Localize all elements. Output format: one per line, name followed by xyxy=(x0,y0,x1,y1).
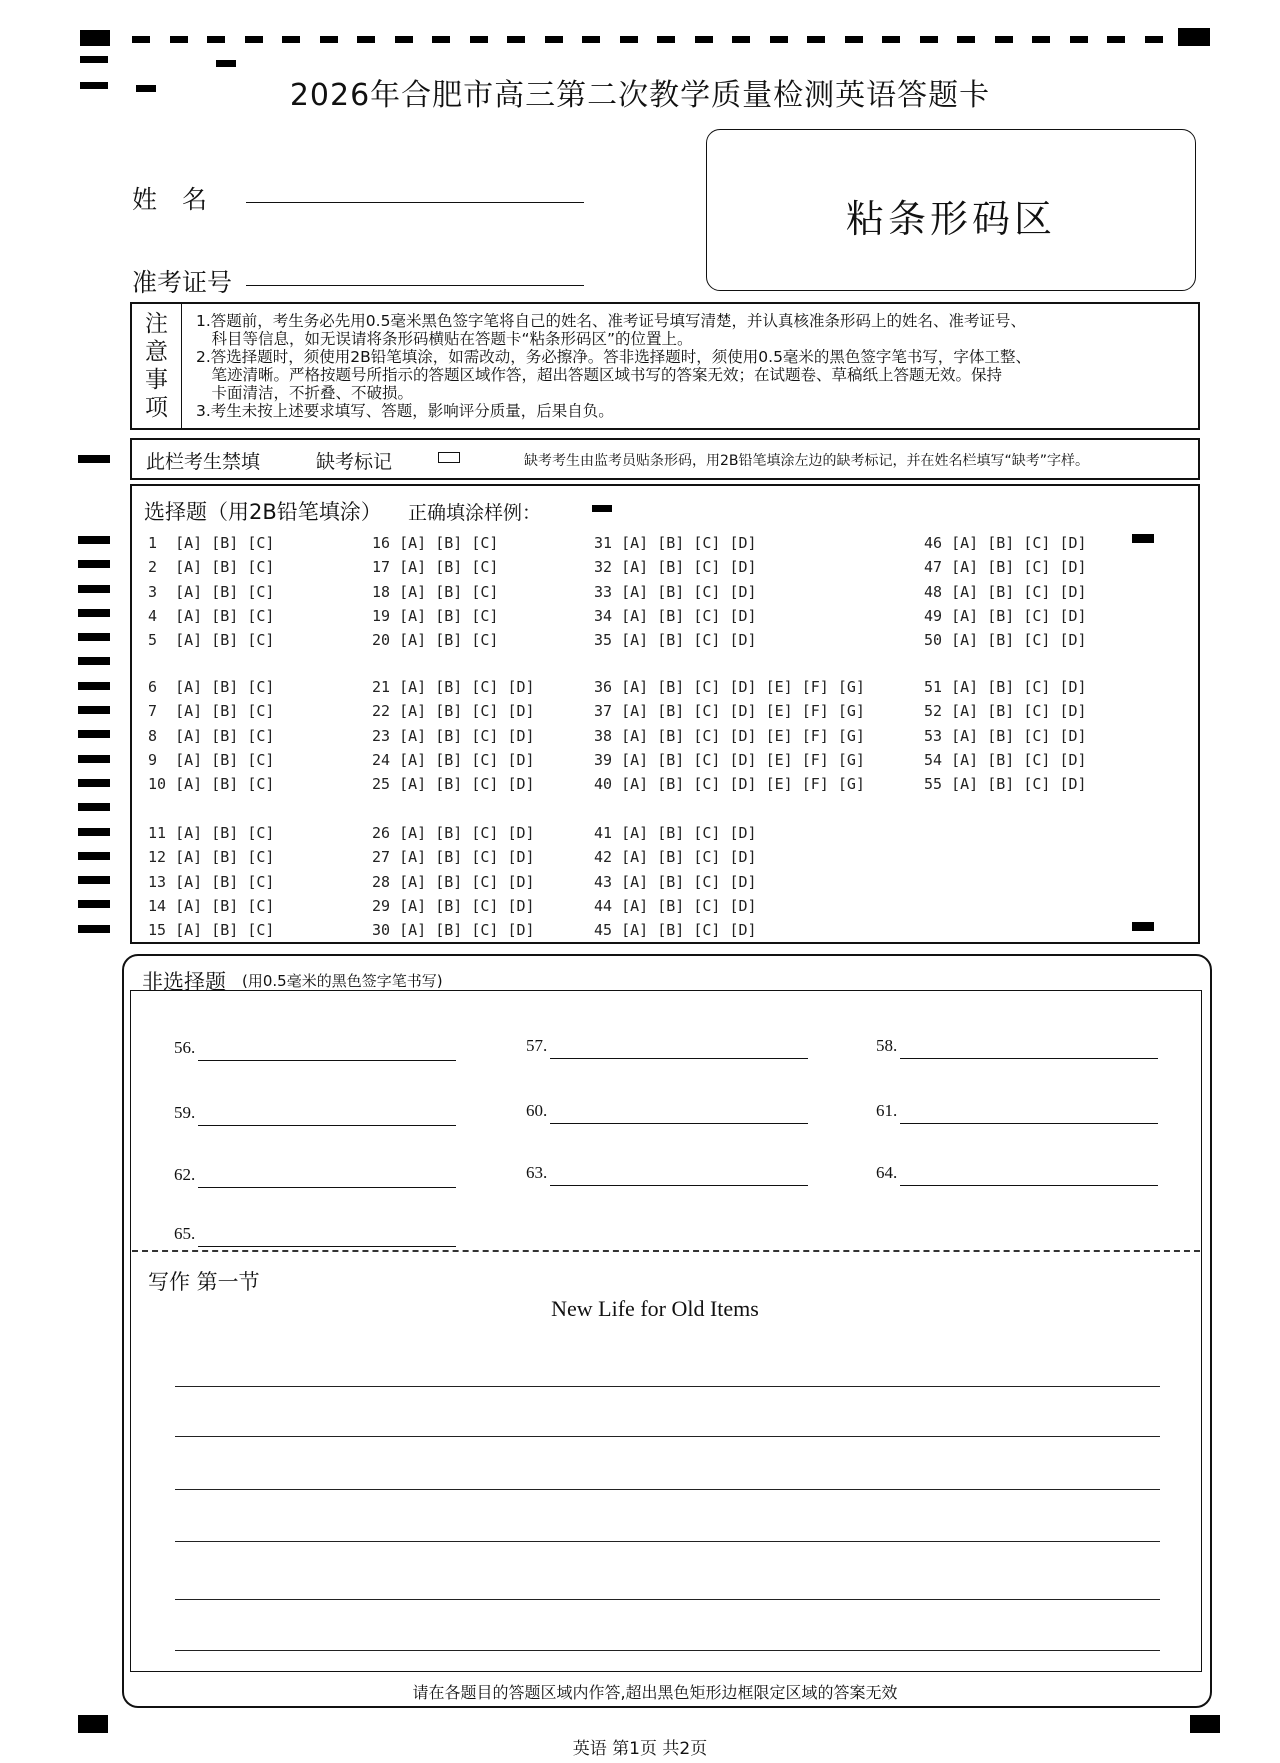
timing-mark xyxy=(1107,36,1125,43)
fill-item-number: 61. xyxy=(876,1101,898,1120)
timing-mark xyxy=(582,36,600,43)
question-row[interactable]: 22 [A] [B] [C] [D] xyxy=(372,702,535,721)
question-row[interactable]: 16 [A] [B] [C] xyxy=(372,534,499,552)
fill-item-number: 63. xyxy=(526,1163,548,1182)
absent-instruction: 缺考考生由监考员贴条形码，用2B铅笔填涂左边的缺考标记，并在姓名栏填写“缺考”字样。 xyxy=(524,453,1090,469)
timing-mark xyxy=(78,682,110,690)
question-row[interactable]: 25 [A] [B] [C] [D] xyxy=(372,775,535,794)
question-row[interactable]: 37 [A] [B] [C] [D] [E] [F] [G] xyxy=(594,702,865,721)
timing-mark xyxy=(507,36,525,43)
question-row[interactable]: 26 [A] [B] [C] [D] xyxy=(372,824,535,842)
notice-heading xyxy=(132,304,182,428)
barcode-area xyxy=(706,129,1196,291)
question-row[interactable]: 1 [A] [B] [C] xyxy=(148,534,275,552)
question-row[interactable]: 8 [A] [B] [C] xyxy=(148,726,275,745)
timing-mark xyxy=(78,852,110,860)
timing-mark xyxy=(78,755,110,763)
sample-mark xyxy=(592,505,612,512)
fill-answer-line[interactable] xyxy=(550,1175,808,1186)
question-row[interactable]: 51 [A] [B] [C] [D] xyxy=(924,678,1087,696)
writing-line[interactable] xyxy=(175,1650,1160,1651)
id-label: 准考证号 xyxy=(132,268,233,297)
question-row[interactable]: 4 [A] [B] [C] xyxy=(148,606,275,625)
question-row[interactable]: 15 [A] [B] [C] xyxy=(148,921,275,940)
question-row[interactable]: 41 [A] [B] [C] [D] xyxy=(594,824,757,842)
question-row[interactable]: 33 [A] [B] [C] [D] xyxy=(594,582,757,601)
timing-mark xyxy=(78,925,110,933)
fill-item-number: 56. xyxy=(174,1038,196,1057)
timing-mark xyxy=(995,36,1013,43)
question-row[interactable]: 12 [A] [B] [C] xyxy=(148,848,275,867)
timing-mark xyxy=(770,36,788,43)
question-row[interactable]: 54 [A] [B] [C] [D] xyxy=(924,750,1087,769)
timing-mark xyxy=(545,36,563,43)
page-title: 2026年合肥市高三第二次教学质量检测英语答题卡 xyxy=(289,78,991,113)
fill-answer-line[interactable] xyxy=(550,1048,808,1059)
timing-mark xyxy=(882,36,900,43)
notice-lines xyxy=(196,312,1196,420)
fill-item-number: 65. xyxy=(174,1224,196,1243)
timing-mark xyxy=(920,36,938,43)
question-row[interactable]: 3 [A] [B] [C] xyxy=(148,582,275,601)
question-row[interactable]: 14 [A] [B] [C] xyxy=(148,896,275,915)
fill-item-number: 58. xyxy=(876,1036,898,1055)
question-row[interactable]: 55 [A] [B] [C] [D] xyxy=(924,775,1087,794)
question-row[interactable]: 43 [A] [B] [C] [D] xyxy=(594,872,757,891)
choice-section xyxy=(130,484,1200,944)
timing-mark xyxy=(78,633,110,641)
question-row[interactable]: 34 [A] [B] [C] [D] xyxy=(594,606,757,625)
timing-mark xyxy=(78,536,110,544)
writing-line[interactable] xyxy=(175,1541,1160,1542)
writing-topic: New Life for Old Items xyxy=(551,1296,759,1321)
timing-mark xyxy=(620,36,638,43)
question-row[interactable]: 19 [A] [B] [C] xyxy=(372,606,499,625)
fill-answer-line[interactable] xyxy=(900,1048,1158,1059)
absent-label: 此栏考生禁填 xyxy=(146,451,261,473)
question-row[interactable]: 20 [A] [B] [C] xyxy=(372,631,499,650)
timing-mark xyxy=(78,585,110,593)
timing-mark xyxy=(807,36,825,43)
question-row[interactable]: 53 [A] [B] [C] [D] xyxy=(924,726,1087,745)
question-row[interactable]: 38 [A] [B] [C] [D] [E] [F] [G] xyxy=(594,726,865,745)
timing-mark xyxy=(1190,1715,1220,1733)
timing-mark xyxy=(1132,922,1154,931)
question-row[interactable]: 46 [A] [B] [C] [D] xyxy=(924,534,1087,552)
timing-mark xyxy=(78,779,110,787)
writing-line[interactable] xyxy=(175,1599,1160,1600)
fill-item-number: 62. xyxy=(174,1165,196,1184)
bottom-note: 请在各题目的答题区域内作答,超出黑色矩形边框限定区域的答案无效 xyxy=(412,1683,898,1702)
question-row[interactable]: 42 [A] [B] [C] [D] xyxy=(594,848,757,867)
timing-mark xyxy=(320,36,338,43)
notice-line: 3.考生未按上述要求填写、答题，影响评分质量，后果自负。 xyxy=(196,402,614,420)
fill-answer-line[interactable] xyxy=(198,1115,456,1126)
timing-mark xyxy=(78,657,110,665)
timing-mark xyxy=(395,36,413,43)
timing-mark xyxy=(78,730,110,738)
question-row[interactable]: 13 [A] [B] [C] xyxy=(148,872,275,891)
timing-mark xyxy=(216,60,236,67)
timing-mark xyxy=(432,36,450,43)
question-row[interactable]: 36 [A] [B] [C] [D] [E] [F] [G] xyxy=(594,678,865,696)
question-row[interactable]: 11 [A] [B] [C] xyxy=(148,824,275,842)
nonchoice-title: 非选择题 xyxy=(142,970,226,994)
page-footer: 英语 第1页 共2页 xyxy=(572,1739,708,1759)
timing-mark xyxy=(245,36,263,43)
timing-mark xyxy=(78,803,110,811)
timing-mark xyxy=(845,36,863,43)
timing-mark xyxy=(78,455,110,463)
notice-heading-text: 注 意 事 项 xyxy=(145,311,168,421)
writing-line[interactable] xyxy=(175,1489,1160,1490)
timing-mark xyxy=(78,560,110,568)
question-row[interactable]: 23 [A] [B] [C] [D] xyxy=(372,726,535,745)
question-row[interactable]: 49 [A] [B] [C] [D] xyxy=(924,606,1087,625)
timing-mark xyxy=(78,609,110,617)
question-row[interactable]: 48 [A] [B] [C] [D] xyxy=(924,582,1087,601)
question-row[interactable]: 10 [A] [B] [C] xyxy=(148,775,275,794)
timing-mark xyxy=(170,36,188,43)
fill-answer-line[interactable] xyxy=(198,1177,456,1188)
question-row[interactable]: 32 [A] [B] [C] [D] xyxy=(594,558,757,577)
name-field[interactable] xyxy=(246,182,584,203)
timing-mark xyxy=(80,30,110,46)
question-row[interactable]: 7 [A] [B] [C] xyxy=(148,702,275,721)
fill-answer-line[interactable] xyxy=(900,1113,1158,1124)
timing-mark xyxy=(957,36,975,43)
question-row[interactable]: 24 [A] [B] [C] [D] xyxy=(372,750,535,769)
name-label: 姓 名 xyxy=(132,185,208,214)
notice-box xyxy=(130,302,1200,430)
timing-mark xyxy=(1145,36,1163,43)
timing-mark xyxy=(78,876,110,884)
writing-section-title: 写作 第一节 xyxy=(148,1270,260,1294)
fill-answer-line[interactable] xyxy=(198,1236,456,1247)
barcode-area-label: 粘条形码区 xyxy=(845,197,1056,241)
answer-box xyxy=(130,990,1202,1672)
absent-row xyxy=(130,438,1200,480)
nonchoice-subtitle: (用0.5毫米的黑色签字笔书写) xyxy=(242,972,443,990)
id-field[interactable] xyxy=(246,265,584,286)
notice-line: 2.答选择题时，须使用2B铅笔填涂，如需改动，务必擦净。答非选择题时，须使用0.5毫米的黑色签字笔书写，字体工整、 xyxy=(196,348,1031,366)
fill-answer-line[interactable] xyxy=(900,1175,1158,1186)
fill-item-number: 57. xyxy=(526,1036,548,1055)
notice-line: 卡面清洁，不折叠、不破损。 xyxy=(196,384,414,402)
timing-mark xyxy=(78,900,110,908)
timing-mark xyxy=(78,1715,108,1733)
section-divider xyxy=(132,1250,1200,1252)
question-row[interactable]: 52 [A] [B] [C] [D] xyxy=(924,702,1087,721)
question-row[interactable]: 40 [A] [B] [C] [D] [E] [F] [G] xyxy=(594,775,865,794)
timing-mark xyxy=(732,36,750,43)
question-row[interactable]: 28 [A] [B] [C] [D] xyxy=(372,872,535,891)
timing-mark xyxy=(470,36,488,43)
fill-answer-line[interactable] xyxy=(198,1050,456,1061)
writing-line[interactable] xyxy=(175,1436,1160,1437)
timing-mark xyxy=(207,36,225,43)
timing-mark xyxy=(1132,534,1154,543)
fill-item-number: 64. xyxy=(876,1163,898,1182)
question-row[interactable]: 35 [A] [B] [C] [D] xyxy=(594,631,757,650)
question-row[interactable]: 30 [A] [B] [C] [D] xyxy=(372,921,535,940)
notice-line: 1.答题前，考生务必先用0.5毫米黑色签字笔将自己的姓名、准考证号填写清楚，并认真核准条形码上的姓名、准考证号、 xyxy=(196,312,1026,330)
question-row[interactable]: 50 [A] [B] [C] [D] xyxy=(924,631,1087,650)
notice-line: 笔迹清晰。严格按题号所指示的答题区域作答，超出答题区域书写的答案无效；在试题卷、草稿纸上答题无效。保持 xyxy=(196,366,1003,384)
question-row[interactable]: 27 [A] [B] [C] [D] xyxy=(372,848,535,867)
timing-mark xyxy=(282,36,300,43)
writing-line[interactable] xyxy=(175,1386,1160,1387)
timing-mark xyxy=(1070,36,1088,43)
question-row[interactable]: 18 [A] [B] [C] xyxy=(372,582,499,601)
timing-mark xyxy=(357,36,375,43)
absent-checkbox[interactable] xyxy=(438,452,460,463)
absent-mark-label: 缺考标记 xyxy=(316,451,393,473)
timing-mark xyxy=(132,36,150,43)
question-row[interactable]: 2 [A] [B] [C] xyxy=(148,558,275,577)
question-row[interactable]: 5 [A] [B] [C] xyxy=(148,631,275,650)
fill-answer-line[interactable] xyxy=(550,1113,808,1124)
timing-mark xyxy=(657,36,675,43)
question-row[interactable]: 47 [A] [B] [C] [D] xyxy=(924,558,1087,577)
timing-mark xyxy=(78,828,110,836)
fill-item-number: 59. xyxy=(174,1103,196,1122)
notice-line: 科目等信息，如无误请将条形码横贴在答题卡“粘条形码区”的位置上。 xyxy=(196,330,693,348)
question-row[interactable]: 45 [A] [B] [C] [D] xyxy=(594,921,757,940)
question-row[interactable]: 21 [A] [B] [C] [D] xyxy=(372,678,535,696)
question-row[interactable]: 17 [A] [B] [C] xyxy=(372,558,499,577)
question-row[interactable]: 29 [A] [B] [C] [D] xyxy=(372,896,535,915)
choice-title: 选择题（用2B铅笔填涂） xyxy=(144,500,382,524)
timing-mark xyxy=(78,706,110,714)
timing-mark xyxy=(1032,36,1050,43)
question-row[interactable]: 39 [A] [B] [C] [D] [E] [F] [G] xyxy=(594,750,865,769)
question-row[interactable]: 44 [A] [B] [C] [D] xyxy=(594,896,757,915)
question-row[interactable]: 9 [A] [B] [C] xyxy=(148,750,275,769)
timing-mark xyxy=(80,56,108,63)
question-row[interactable]: 31 [A] [B] [C] [D] xyxy=(594,534,757,552)
timing-mark xyxy=(1178,28,1210,46)
sample-label: 正确填涂样例： xyxy=(408,502,542,524)
fill-item-number: 60. xyxy=(526,1101,548,1120)
timing-mark xyxy=(695,36,713,43)
question-row[interactable]: 6 [A] [B] [C] xyxy=(148,678,275,696)
